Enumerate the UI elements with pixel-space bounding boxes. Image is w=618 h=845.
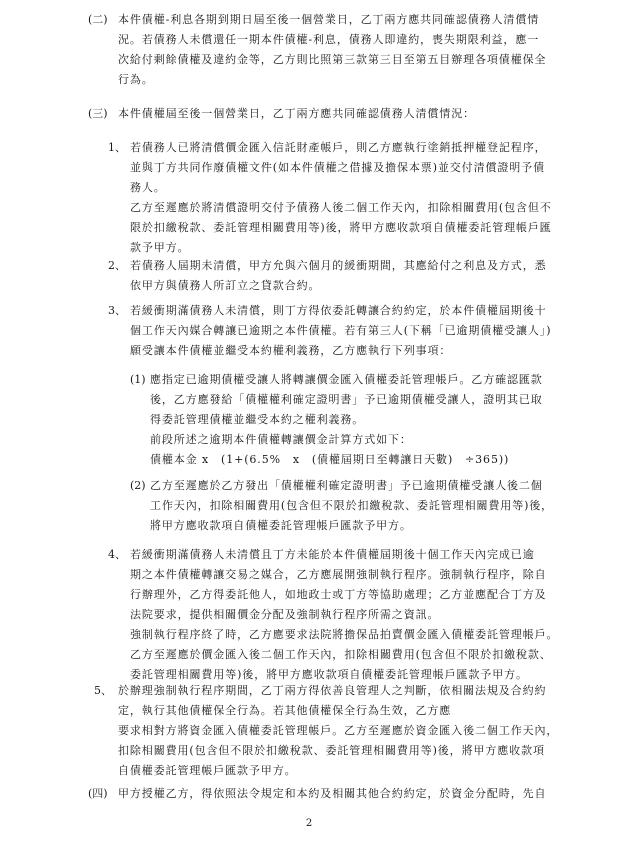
text-line: 願受讓本件債權並繼受本約權利義務，乙方應執行下列事項：: [130, 344, 452, 357]
text-line: 委託管理相關費用等)後，將甲方應收款項自債權委託管理帳戶匯款予甲方。: [130, 668, 528, 681]
clause-marker: (三): [88, 107, 108, 120]
text-line: 況。若債務人未償還任一期本件債權-利息，債務人即違約，喪失期限利益，應一: [118, 33, 540, 46]
text-line: 扣除相關費用(包含但不限於扣繳稅款、委託管理相關費用等)後，將甲方應收款項: [118, 744, 545, 757]
text-line: 本件債權-利息各期到期日屆至後一個營業日，乙丁兩方應共同確認債務人清償情: [118, 13, 540, 26]
text-line: 前段所述之逾期本件債權轉讓價金計算方式如下：: [150, 433, 412, 446]
text-line: 務人。: [130, 181, 166, 194]
text-line: 限於扣繳稅款、委託管理相關費用等)後，將甲方應收款項自債權委託管理帳戶匯: [130, 221, 552, 234]
text-line: 期之本件債權轉讓交易之媒合，乙方應展開強制執行程序。強制執行程序，除自: [130, 568, 547, 581]
subitem-marker: (2): [130, 479, 146, 492]
item-marker: 3、: [108, 304, 126, 317]
text-line: 自債權委託管理帳戶匯款予甲方。: [118, 764, 297, 777]
text-line: 得委託管理債權並繼受本約之權利義務。: [150, 413, 365, 426]
clause-marker: (四): [88, 787, 108, 800]
text-line: 若緩衝期滿債務人未清償且丁方未能於本件債權屆期後十個工作天內完成已逾: [130, 548, 535, 561]
subitem-marker: (1): [130, 373, 146, 386]
item-marker: 1、: [108, 141, 126, 154]
text-line: 將甲方應收款項自債權委託管理帳戶匯款予甲方。: [150, 519, 412, 532]
page-number: 2: [305, 818, 313, 829]
text-line: 要求相對方將資金匯入債權委託管理帳戶。乙方至遲應於資金匯入後二個工作天內，: [118, 724, 559, 737]
text-line: 個工作天內媒合轉讓已逾期之本件債權。若有第三人(下稱「已逾期債權受讓人」): [130, 324, 552, 337]
text-line: 定，執行其他債權保全行為。若其他債權保全行為生效，乙方應: [118, 704, 452, 717]
text-line: 款予甲方。: [130, 241, 190, 254]
text-line: 後，乙方應發給「債權權利確定證明書」予已逾期債權受讓人，證明其已取: [150, 393, 543, 406]
item-marker: 5、: [94, 684, 112, 697]
text-line: 並與丁方共同作廢債權文件(如本件債權之借據及擔保本票)並交付清償證明予債: [130, 161, 545, 174]
clause-marker: (二): [88, 13, 108, 26]
text-line: 應指定已逾期債權受讓人將轉讓價金匯入債權委託管理帳戶。乙方確認匯款: [150, 373, 543, 386]
text-line: 乙方至遲應於將清償證明交付予債務人後二個工作天內，扣除相關費用(包含但不: [130, 201, 552, 214]
item-marker: 4、: [108, 548, 126, 561]
text-line: 強制執行程序終了時，乙方應要求法院將擔保品拍賣價金匯入債權委託管理帳戶。: [130, 628, 559, 641]
item-marker: 2、: [108, 259, 126, 272]
text-line: 於辦理強制執行程序期間，乙丁兩方得依善良管理人之判斷，依相關法規及合約約: [118, 684, 547, 697]
text-line: 本件債權屆至後一個營業日，乙丁兩方應共同確認債務人清償情況：: [118, 107, 475, 120]
text-line: 行為。: [118, 73, 154, 86]
text-line: 工作天內，扣除相關費用(包含但不限於扣繳稅款、委託管理相關費用等)後，: [150, 499, 554, 512]
text-line: 依甲方與債務人所訂立之貸款合約。: [130, 279, 321, 292]
text-line: 若債務人已將清償價金匯入信託財產帳戶，則乙方應執行塗銷抵押權登記程序，: [130, 141, 547, 154]
text-line: 若緩衝期滿債務人未清償，則丁方得依委託轉讓合約約定，於本件債權屆期後十: [130, 304, 547, 317]
text-line: 行辦理外，乙方得委託他人，如地政士或丁方等協助處理；乙方並應配合丁方及: [130, 588, 547, 601]
text-line: 乙方至遲應於價金匯入後二個工作天內，扣除相關費用(包含但不限於扣繳稅款、: [130, 648, 552, 661]
text-line: 次給付剩餘債權及違約金等，乙方則比照第三款第三目至第五目辦理各項債權保全: [118, 53, 547, 66]
text-line: 乙方至遲應於乙方發出「債權權利確定證明書」予已逾期債權受讓人後二個: [150, 479, 543, 492]
formula-line: 債權本金 x (1+(6.5% x (債權屆期日至轉讓日天數) ÷365)): [150, 453, 510, 466]
text-line: 法院要求，提供相關價金分配及強制執行程序所需之資訊。: [130, 608, 440, 621]
text-line: 甲方授權乙方，得依照法令規定和本約及相關其他合約約定，於資金分配時，先自: [118, 787, 547, 800]
text-line: 若債務人屆期未清償，甲方允與六個月的緩衝期間，其應給付之利息及方式，悉: [130, 259, 547, 272]
